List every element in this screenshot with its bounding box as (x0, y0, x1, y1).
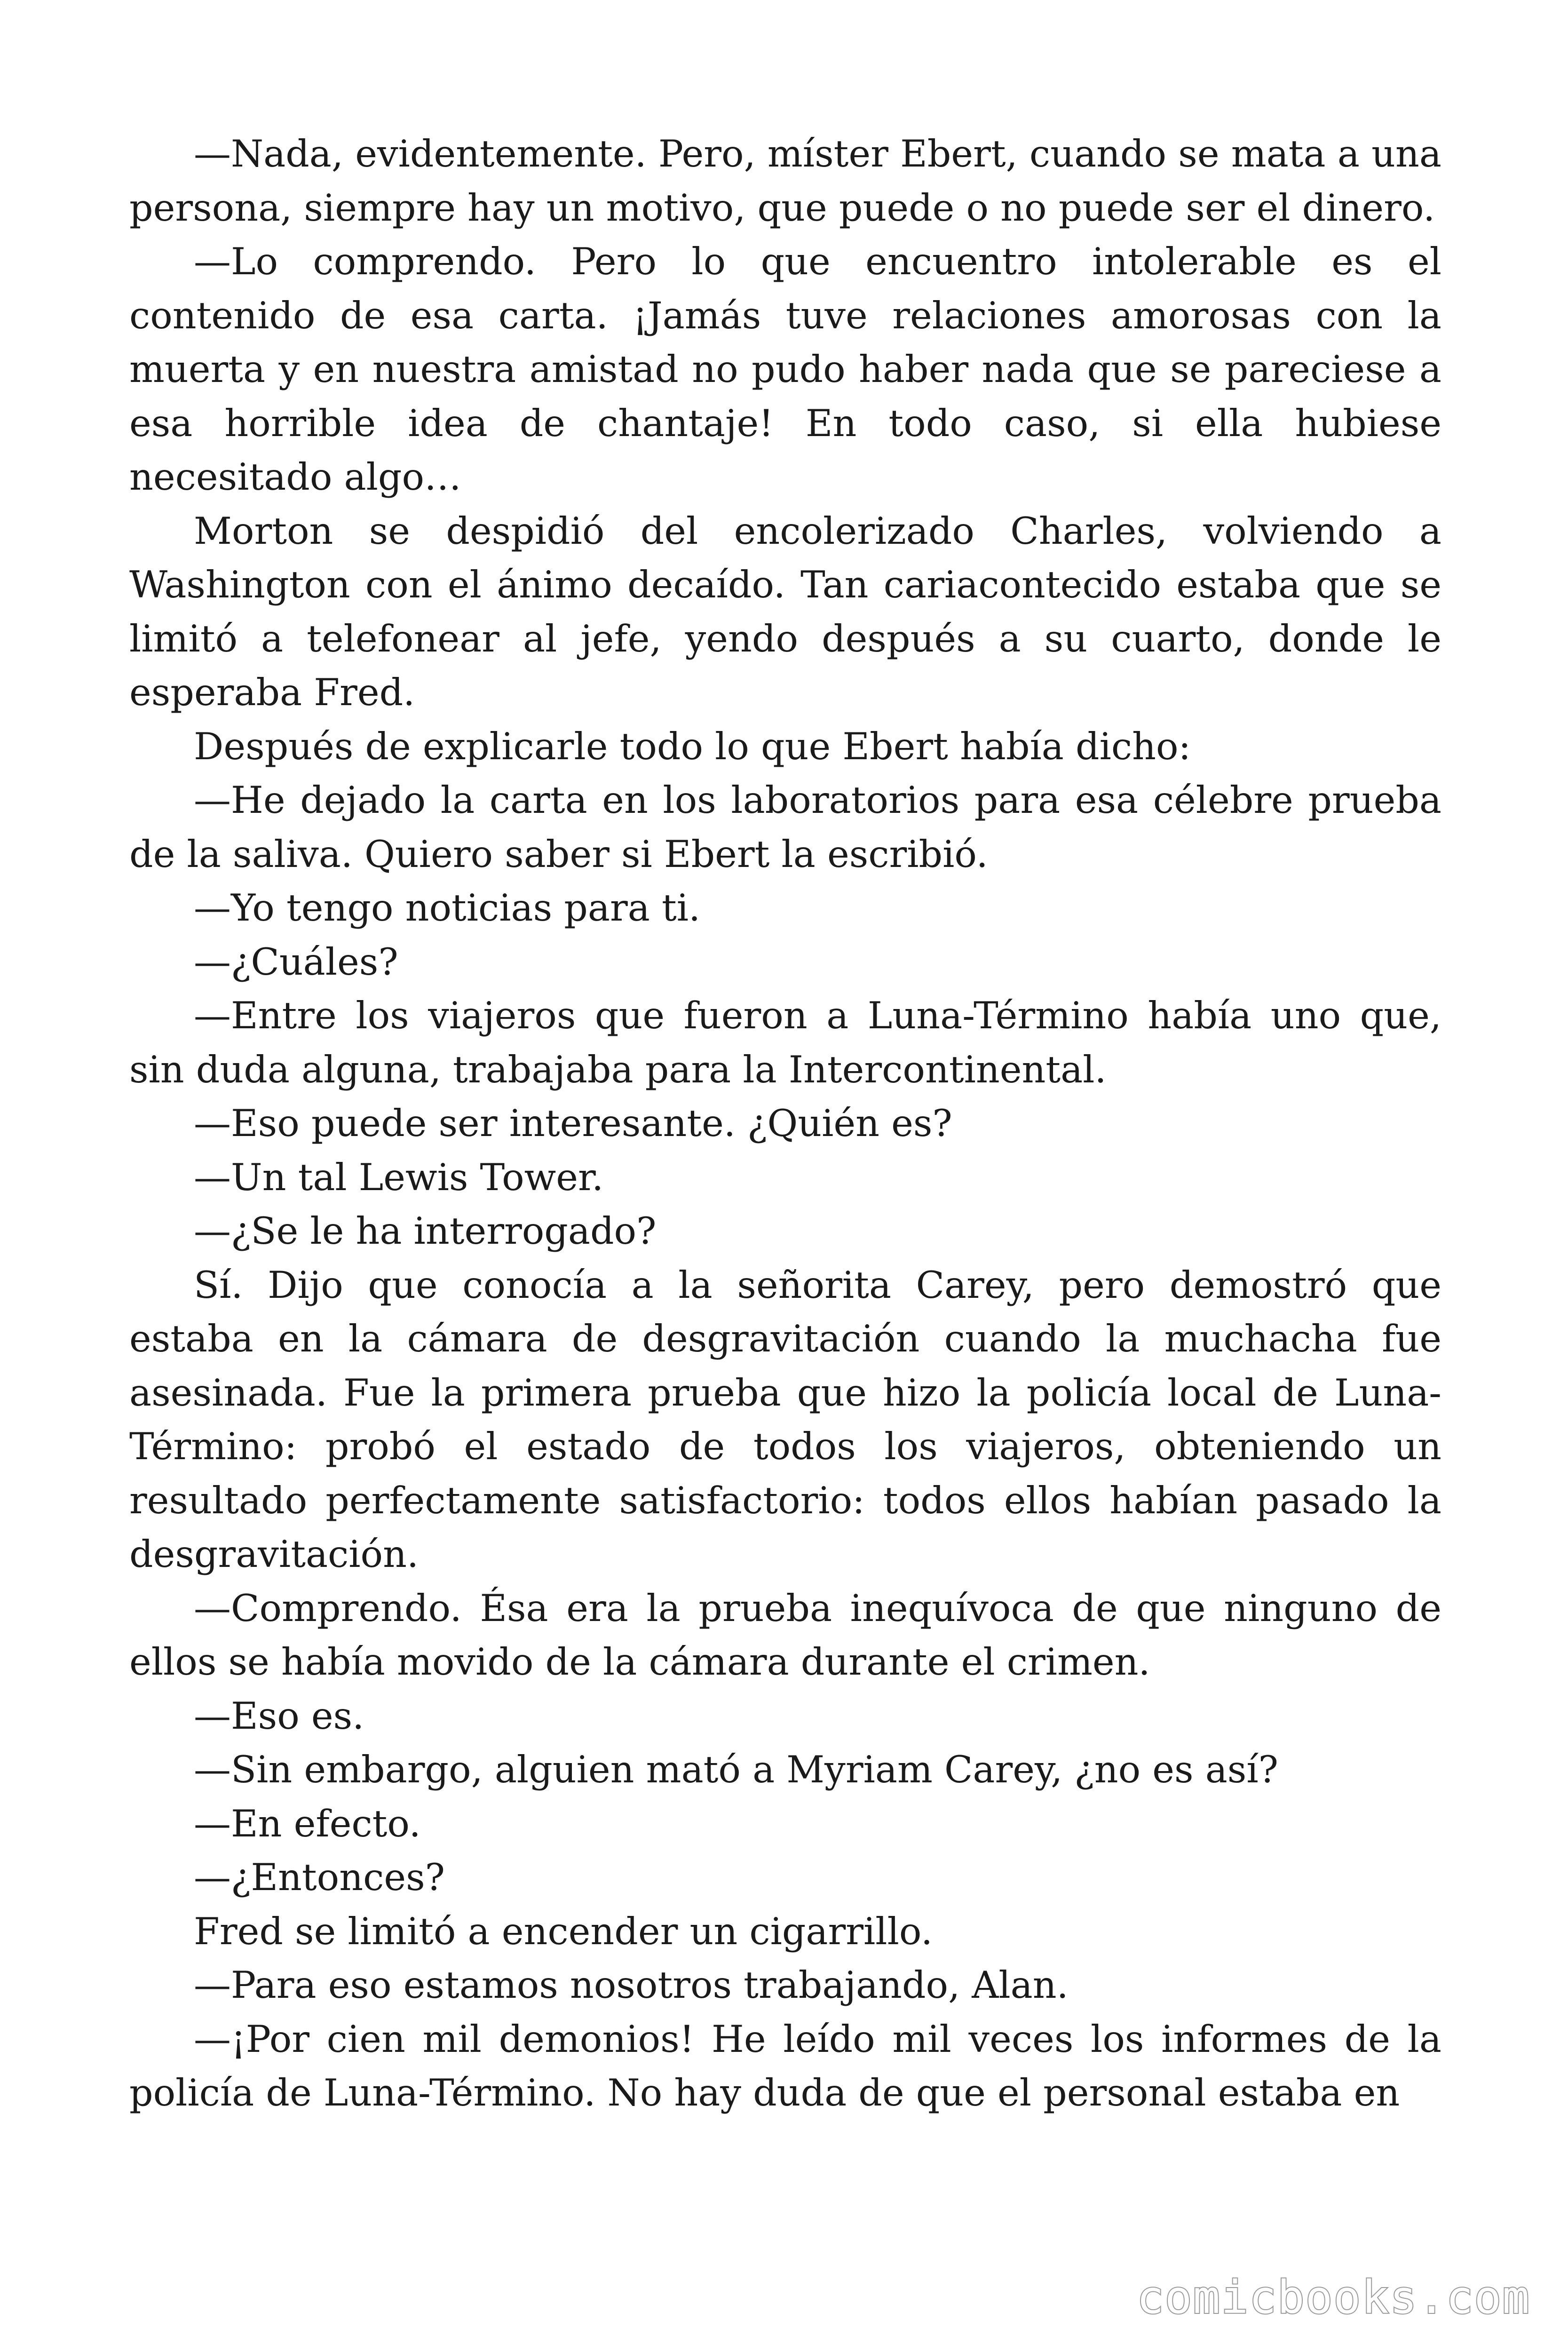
paragraph: —Eso es. (194, 1694, 364, 1738)
paragraph: —Sin embargo, alguien mató a Myriam Carey, ¿no es así? (194, 1748, 1278, 1791)
paragraph: —He dejado la carta en los laboratorios para esa célebre prueba de la saliva. Quiero saber si Ebert la escribió. (129, 779, 1441, 876)
paragraph: Fred se limitó a encender un cigarrillo. (194, 1909, 933, 1953)
paragraph: —Comprendo. Ésa era la prueba inequívoca de que ninguno de ellos se había movido de la cámara durante el crimen. (129, 1586, 1441, 1684)
paragraph: —Lo comprendo. Pero lo que encuentro intolerable es el contenido de esa carta. ¡Jamás tuve relaciones amorosas con la muerta y en nuestra amistad no pudo haber nada que se pareciese a esa horrible idea de chantaje! En todo caso, si ella hubiese necesitado algo… (129, 240, 1441, 499)
paragraph: Después de explicarle todo lo que Ebert había dicho: (194, 724, 1191, 768)
paragraph: —¿Entonces? (194, 1856, 445, 1899)
paragraph: —En efecto. (194, 1802, 421, 1845)
paragraph: —¿Cuáles? (194, 940, 398, 984)
paragraph: Morton se despidió del encolerizado Charles, volviendo a Washington con el ánimo decaído. Tan cariacontecido estaba que se limitó a telefonear al jefe, yendo después a su cuarto, donde le esperaba Fred. (129, 509, 1441, 714)
paragraph: —Nada, evidentemente. Pero, míster Ebert, cuando se mata a una persona, siempre hay un motivo, que puede o no puede ser el dinero. (129, 132, 1441, 230)
paragraph: —Un tal Lewis Tower. (194, 1155, 604, 1199)
paragraph: —Para eso estamos nosotros trabajando, Alan. (194, 1963, 1069, 2007)
paragraph: Sí. Dijo que conocía a la señorita Carey, pero demostró que estaba en la cámara de desgravitación cuando la muchacha fue asesinada. Fue la primera prueba que hizo la policía local de Luna-Término: probó el estado de todos los viajeros, obteniendo un resultado perfectamente satisfactorio: todos ellos habían pasado la desgravitación. (129, 1263, 1441, 1576)
paragraph: —¿Se le ha interrogado? (194, 1209, 657, 1253)
watermark: comicbooks.com (1136, 2271, 1530, 2324)
paragraph: —Yo tengo noticias para ti. (194, 886, 701, 930)
paragraph: —Entre los viajeros que fueron a Luna-Término había uno que, sin duda alguna, trabajaba para la Intercontinental. (129, 994, 1441, 1091)
paragraph: —Eso puede ser interesante. ¿Quién es? (194, 1102, 952, 1145)
page-text (129, 127, 1441, 2120)
paragraph: —¡Por cien mil demonios! He leído mil veces los informes de la policía de Luna-Término. No hay duda de que el personal estaba en (129, 2017, 1441, 2114)
